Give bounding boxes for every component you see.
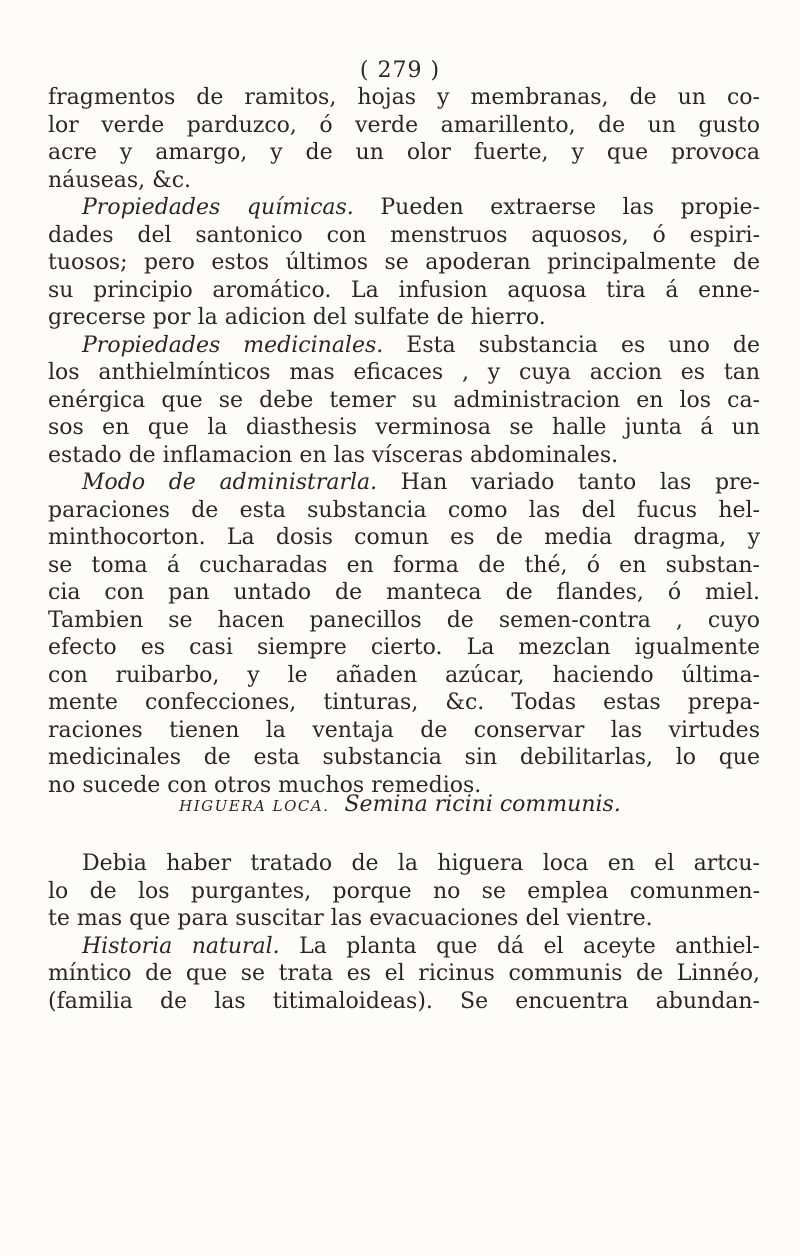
- text-line: paraciones de esta substancia como las del fucus hel-: [48, 497, 760, 523]
- paragraph-chemical-properties: [48, 194, 760, 332]
- text-line: lo de los purgantes, porque no se emplea comunmen-: [48, 878, 760, 904]
- paragraph-administration: [48, 469, 760, 799]
- text-line: sos en que la diasthesis verminosa se halle junta á un: [48, 415, 760, 440]
- paragraph-title: Propiedades químicas.: [82, 195, 354, 220]
- text-line: Tambien se hacen panecillos de semen-contra , cuyo: [48, 607, 760, 633]
- text-line: estado de inflamacion en las vísceras abdominales.: [48, 442, 619, 468]
- text-line: cia con pan untado de manteca de flandes, ó miel.: [48, 580, 760, 605]
- paragraph-medicinal-properties: [48, 332, 760, 470]
- text-line: enérgica que se debe temer su administracion en los ca-: [48, 387, 760, 413]
- text-line: La planta que dá el aceyte anthiel-: [279, 933, 760, 959]
- text-line: Debia haber tratado de la higuera loca en el artcu-: [82, 851, 760, 876]
- text-line: con ruibarbo, y le añaden azúcar, haciendo última-: [48, 662, 760, 688]
- text-line: tuosos; pero estos últimos se apoderan principalmente de: [48, 250, 760, 275]
- paragraph-intro: [48, 850, 760, 933]
- main-text: [48, 84, 760, 799]
- section-heading-latin: Semina ricini communis.: [344, 792, 621, 817]
- text-line: (familia de las titimaloideas). Se encuentra abundan-: [48, 988, 760, 1014]
- text-line: medicinales de esta substancia sin debilitarlas, lo que: [48, 745, 760, 770]
- text-line: míntico de que se trata es el ricinus communis de Linnéo,: [48, 961, 760, 986]
- paragraph-description: [48, 84, 760, 194]
- text-line: te mas que para suscitar las evacuaciones del vientre.: [48, 906, 653, 931]
- paragraph-title: Modo de administrarla.: [82, 470, 378, 495]
- section-text: [48, 850, 760, 1015]
- text-line: dades del santonico con menstruos aquosos, ó espiri-: [48, 222, 760, 248]
- page-number: ( 279 ): [359, 58, 441, 83]
- text-line: efecto es casi siempre cierto. La mezclan igualmente: [48, 635, 760, 660]
- text-line: Esta substancia es uno de: [383, 332, 760, 358]
- text-line: se toma á cucharadas en forma de thé, ó en substan-: [48, 552, 760, 578]
- text-line: fragmentos de ramitos, hojas y membranas, de un co-: [48, 85, 760, 110]
- text-line: lor verde parduzco, ó verde amarillento, de un gusto: [48, 112, 760, 138]
- text-line: los anthielmínticos mas eficaces , y cuya accion es tan: [48, 360, 760, 385]
- text-line: su principio aromático. La infusion aquosa tira á enne-: [48, 277, 760, 303]
- text-line: grecerse por la adicion del sulfate de hierro.: [48, 305, 546, 330]
- paragraph-title: Propiedades medicinales.: [82, 332, 384, 358]
- section-heading: [0, 792, 800, 817]
- text-line: no sucede con otros muchos remedios.: [48, 772, 482, 798]
- text-line: Han variado tanto las pre-: [377, 470, 760, 495]
- text-line: Pueden extraerse las propie-: [353, 195, 761, 220]
- text-line: raciones tienen la ventaja de conservar las virtudes: [48, 717, 760, 743]
- text-line: minthocorton. La dosis comun es de media dragma, y: [48, 525, 760, 550]
- text-line: acre y amargo, y de un olor fuerte, y que provoca: [48, 140, 760, 165]
- paragraph-natural-history: [48, 933, 760, 1016]
- section-heading-name: HIGUERA LOCA.: [179, 797, 330, 815]
- paragraph-title: Historia natural.: [82, 933, 280, 959]
- text-line: náuseas, &c.: [48, 167, 192, 193]
- text-line: mente confecciones, tinturas, &c. Todas estas prepa-: [48, 690, 760, 715]
